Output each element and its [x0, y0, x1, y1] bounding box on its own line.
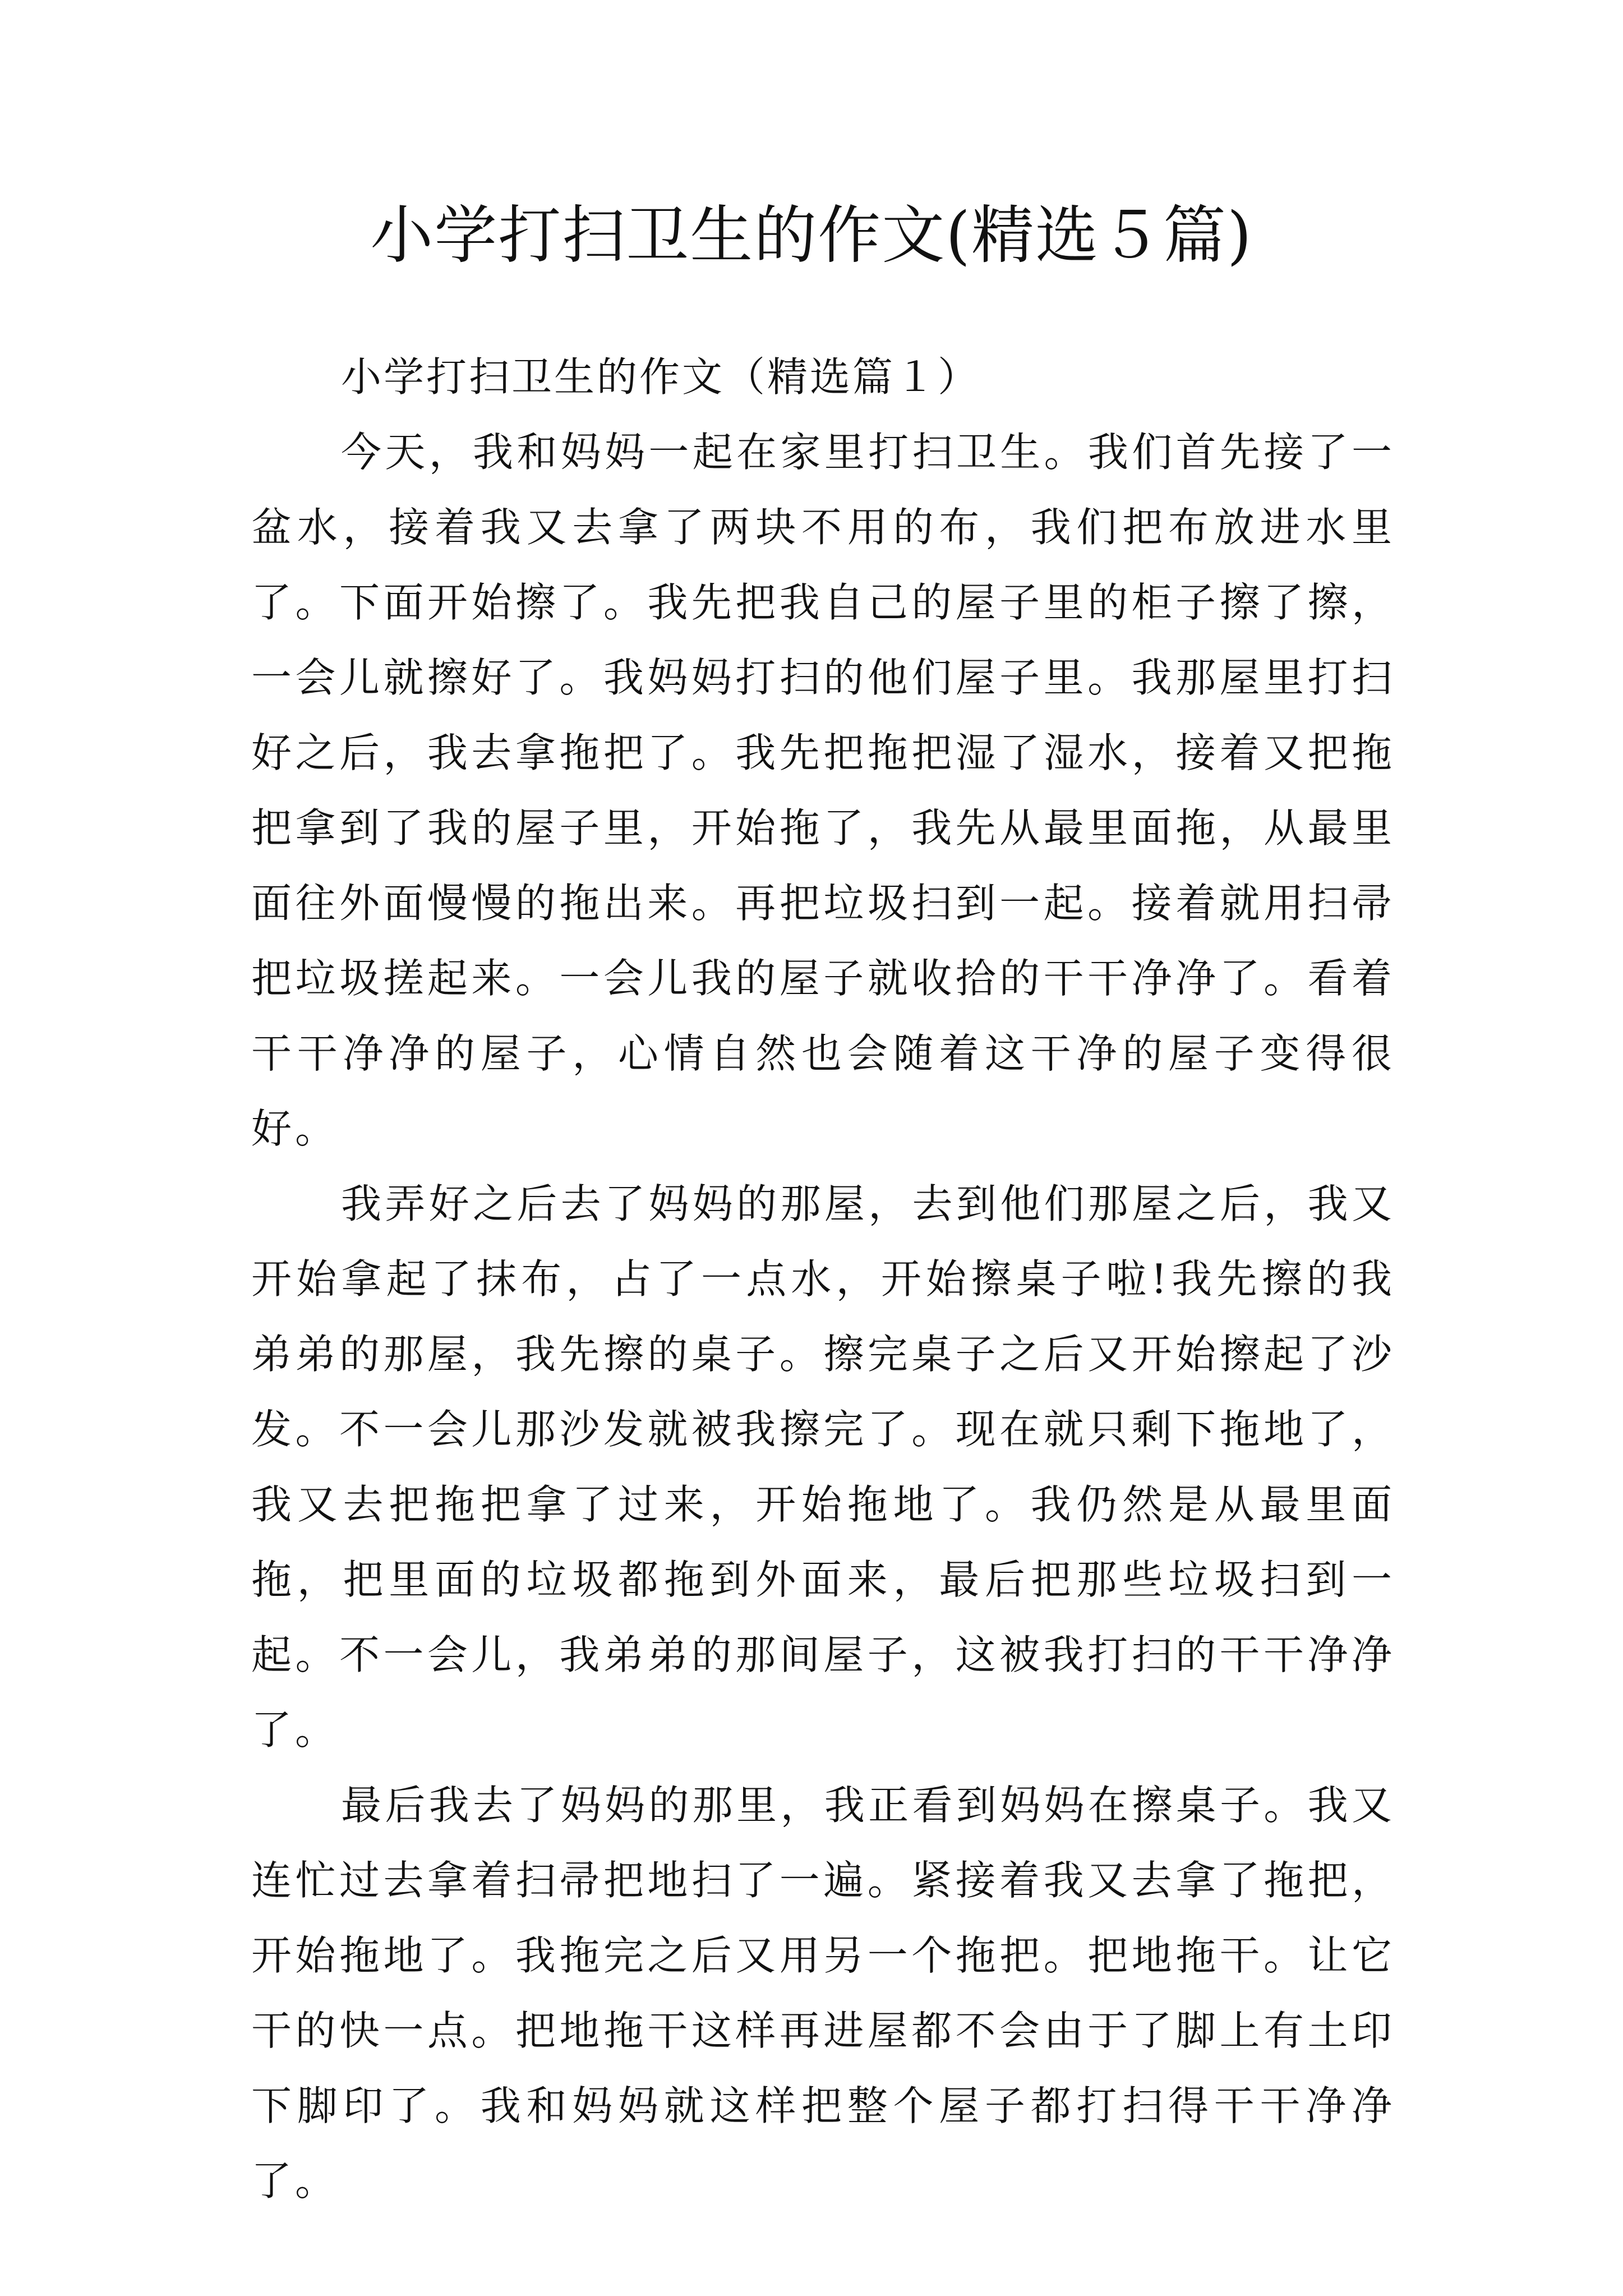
paragraph-3: 最后我去了妈妈的那里，我正看到妈妈在擦桌子。我又连忙过去拿着扫帚把地扫了一遍。紧接着我又去拿了拖把，开始拖地了。我拖完之后又用另一个拖把。把地拖干。让它干的快一点。把地拖干这样再进屋都不会由于了脚上有土印下脚印了。我和妈妈就这样把整个屋子都打扫得干干净净了。: [251, 1782, 1395, 2205]
paragraph-2: 我弄好之后去了妈妈的那屋，去到他们那屋之后，我又开始拿起了抹布，占了一点水，开始擦桌子啦!我先擦的我弟弟的那屋，我先擦的桌子。擦完桌子之后又开始擦起了沙发。不一会儿那沙发就被我擦完了。现在就只剩下拖地了，我又去把拖把拿了过来，开始拖地了。我仍然是从最里面拖，把里面的垃圾都拖到外面来，最后把那些垃圾扫到一起。不一会儿，我弟弟的那间屋子，这被我打扫的干干净净了。: [251, 1180, 1395, 1754]
document-body: [251, 339, 1395, 2219]
section-heading: 小学打扫卫生的作文（精选篇１）: [341, 353, 981, 401]
document-title: 小学打扫卫生的作文(精选５篇): [370, 199, 1253, 272]
paragraph-1: 今天，我和妈妈一起在家里打扫卫生。我们首先接了一盆水，接着我又去拿了两块不用的布，我们把布放进水里了。下面开始擦了。我先把我自己的屋子里的柜子擦了擦，一会儿就擦好了。我妈妈打扫的他们屋子里。我那屋里打扫好之后，我去拿拖把了。我先把拖把湿了湿水，接着又把拖把拿到了我的屋子里，开始拖了，我先从最里面拖，从最里面往外面慢慢的拖出来。再把垃圾扫到一起。接着就用扫帚把垃圾搓起来。一会儿我的屋子就收拾的干干净净了。看着干干净净的屋子，心情自然也会随着这干净的屋子变得很好。: [251, 429, 1395, 1152]
